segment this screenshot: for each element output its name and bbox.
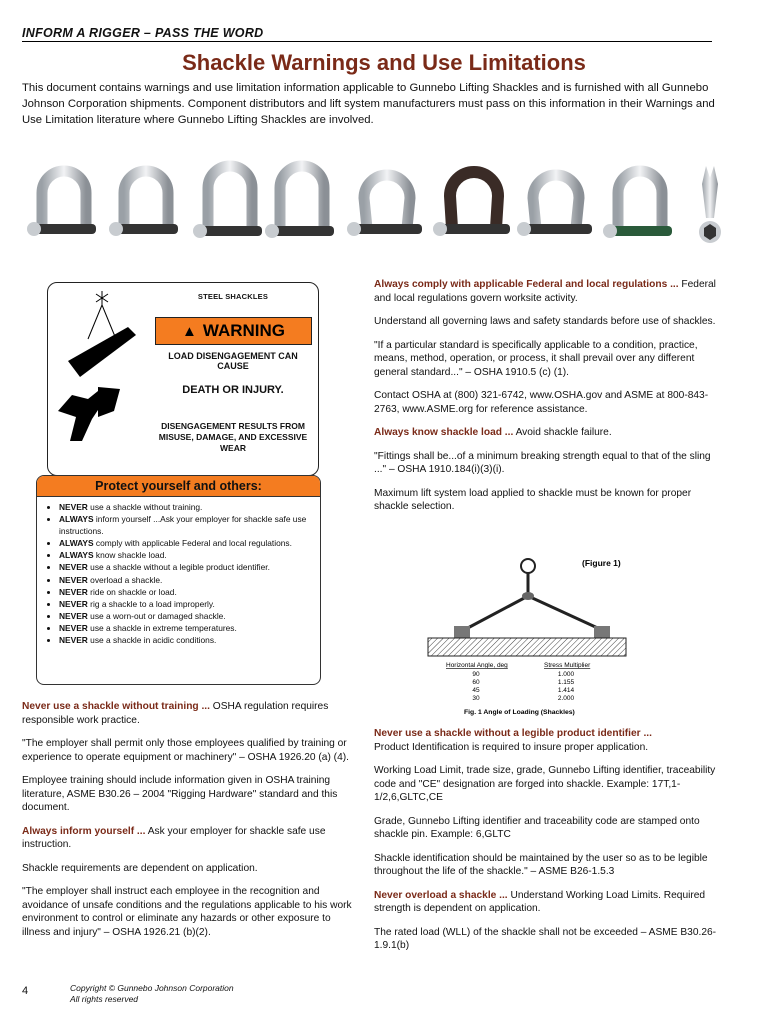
paragraph: "The employer shall instruct each employee in the recognition and avoidance of unsafe conditions and the regulations applicable to his work environment to control or eliminate any hazards or other exposure to illness and injury" – OSHA 1926.21 (b)(2). — [22, 886, 352, 938]
intro-paragraph: This document contains warnings and use limitation information applicable to Gunnebo Lifting Shackles and is furnished with all Gunnebo Johnson Corporation shipments. Component distributors and lift system manufacturers must pass on this information in their Warnings and Use Limitation literature where Gunnebo Lifting Shackles are involved. — [22, 82, 715, 126]
paragraph: Always comply with applicable Federal and local regulations ... Federal and local regulations govern worksite activity. — [374, 279, 716, 304]
label-line-3: DISENGAGEMENT RESULTS FROM MISUSE, DAMAGE, AND EXCESSIVE WEAR — [158, 421, 308, 453]
shackle-6-image — [433, 172, 510, 236]
protect-item: • ALWAYS know shackle load. — [59, 549, 320, 561]
figure-col2-header: Stress Multiplier — [544, 662, 591, 669]
copyright-line: Copyright © Gunnebo Johnson Corporation — [70, 983, 234, 993]
protect-title: Protect yourself and others: — [37, 476, 320, 497]
figure-angle: 60 — [472, 679, 480, 686]
rights-line: All rights reserved — [70, 994, 139, 1004]
figure-multiplier: 1.414 — [557, 687, 575, 694]
label-line-2: DEATH OR INJURY. — [182, 384, 284, 396]
paragraph: Always inform yourself ... Ask your employer for shackle safe use instruction. — [22, 825, 326, 850]
protect-item: • NEVER use a shackle in extreme temperatures. — [59, 622, 320, 634]
warning-pictogram — [58, 291, 148, 463]
left-column — [22, 700, 358, 949]
figure-angle: 30 — [472, 695, 480, 702]
shackle-8-image — [603, 171, 672, 238]
page-number: 4 — [22, 985, 29, 997]
protect-item: • NEVER ride on shackle or load. — [59, 586, 320, 598]
protect-item: • ALWAYS comply with applicable Federal and local regulations. — [59, 537, 320, 549]
section-heading: Never use a shackle without training ... — [22, 701, 210, 712]
protect-item: • NEVER use a worn-out or damaged shackle. — [59, 610, 320, 622]
warning-sign — [155, 317, 312, 345]
paragraph: The rated load (WLL) of the shackle shall not be exceeded – ASME B30.26-1.9.1(b) — [374, 926, 717, 951]
paragraph: Always know shackle load ... Avoid shackle failure. — [374, 427, 612, 438]
label-header: STEEL SHACKLES — [197, 292, 269, 301]
paragraph: Shackle requirements are dependent on application. — [22, 862, 258, 874]
right-column-top — [374, 278, 720, 524]
paragraph: Never use a shackle without a legible product identifier ... Product Identification is required to insure proper application. — [374, 728, 652, 753]
shackle-4-image — [265, 166, 334, 238]
section-heading: Always inform yourself ... — [22, 825, 146, 837]
protect-item: • NEVER use a shackle without a legible product identifier. — [59, 561, 320, 573]
protect-item: • NEVER rig a shackle to a load improperly. — [59, 598, 320, 610]
section-heading: Never use a shackle without a legible product identifier ... — [374, 728, 652, 739]
copyright — [70, 983, 234, 1005]
protect-list — [37, 501, 320, 646]
protect-item: • NEVER use a shackle in acidic conditions. — [59, 634, 320, 646]
shackle-3-image — [193, 166, 262, 238]
section-heading: Always comply with applicable Federal and local regulations ... — [374, 279, 679, 290]
figure-angle: 45 — [472, 687, 480, 694]
warning-sign-text: WARNING — [202, 321, 286, 340]
figure-col1-header: Horizontal Angle, deg — [446, 662, 508, 669]
paragraph: "Fittings shall be...of a minimum breaking strength equal to that of the sling ..." – OSHA 1910.184(i)(3)(i). — [374, 450, 711, 475]
figure-1 — [416, 552, 638, 722]
paragraph: Understand all governing laws and safety standards before use of shackles. — [374, 316, 716, 327]
label-line-1: LOAD DISENGAGEMENT CAN CAUSE — [168, 351, 298, 371]
shackle-9-image — [699, 166, 721, 243]
paragraph: Never overload a shackle ... Understand Working Load Limits. Required strength is dependent on application. — [374, 889, 706, 914]
protect-box — [36, 475, 321, 685]
figure-multiplier: 1.000 — [557, 671, 575, 678]
paragraph: Working Load Limit, trade size, grade, Gunnebo Lifting identifier, traceability code and "CE" designation are forged into shackle. Example: 17T,1-1/2,6,GLTC,CE — [374, 765, 716, 803]
paragraph: Employee training should include information given in OSHA training literature, ASME B30.26 – 2004 "Rigging Hardware" standard and this document. — [22, 775, 338, 813]
paragraph: Grade, Gunnebo Lifting identifier and traceability code are stamped onto shackle pin. Example: 6,GLTC — [374, 815, 700, 840]
header-tagline: INFORM A RIGGER – PASS THE WORD — [22, 26, 712, 42]
protect-item: • NEVER use a shackle without training. — [59, 501, 320, 513]
figure-angle: 90 — [472, 671, 480, 678]
protect-item: • NEVER overload a shackle. — [59, 574, 320, 586]
right-column-bottom — [374, 727, 720, 963]
figure-multiplier: 1.155 — [557, 679, 575, 686]
figure-caption: Fig. 1 Angle of Loading (Shackles) — [464, 709, 575, 716]
paragraph: "The employer shall permit only those employees qualified by training or experience to operate equipment or machinery" – OSHA 1926.20 (a) (4). — [22, 738, 349, 763]
figure-drawing — [428, 559, 626, 656]
shackle-2-image — [109, 171, 178, 236]
warning-triangle-icon: ▲ — [181, 322, 197, 340]
section-heading: Always know shackle load ... — [374, 427, 514, 438]
shackle-1-image — [27, 171, 96, 236]
figure-label: (Figure 1) — [582, 558, 621, 568]
figure-multiplier: 2.000 — [557, 695, 575, 702]
section-heading: Never overload a shackle ... — [374, 889, 508, 901]
shackle-7-image — [517, 175, 592, 236]
paragraph: "If a particular standard is specifically applicable to a condition, practice, means, method, operation, or process, it shall prevail over any different general standard..." – OSHA 1910.5 (c) (1). — [374, 339, 698, 378]
paragraph: Maximum lift system load applied to shackle must be known for proper shackle selection. — [374, 487, 692, 512]
protect-item: • ALWAYS inform yourself ...Ask your employer for shackle safe use instructions. — [59, 513, 320, 537]
shackle-5-image — [347, 175, 422, 236]
warning-label — [47, 282, 319, 476]
page-title: Shackle Warnings and Use Limitations — [182, 50, 586, 75]
paragraph: Contact OSHA at (800) 321-6742, www.OSHA.gov and ASME at 800-843-2763, www.ASME.org for reference assistance. — [374, 390, 709, 415]
shackle-images — [22, 158, 732, 248]
paragraph: Shackle identification should be maintained by the user so as to be legible throughout the life of the shackle." – ASME B26-1.5.3 — [374, 852, 708, 877]
paragraph: Never use a shackle without training ... OSHA regulation requires responsible work practice. — [22, 701, 329, 726]
